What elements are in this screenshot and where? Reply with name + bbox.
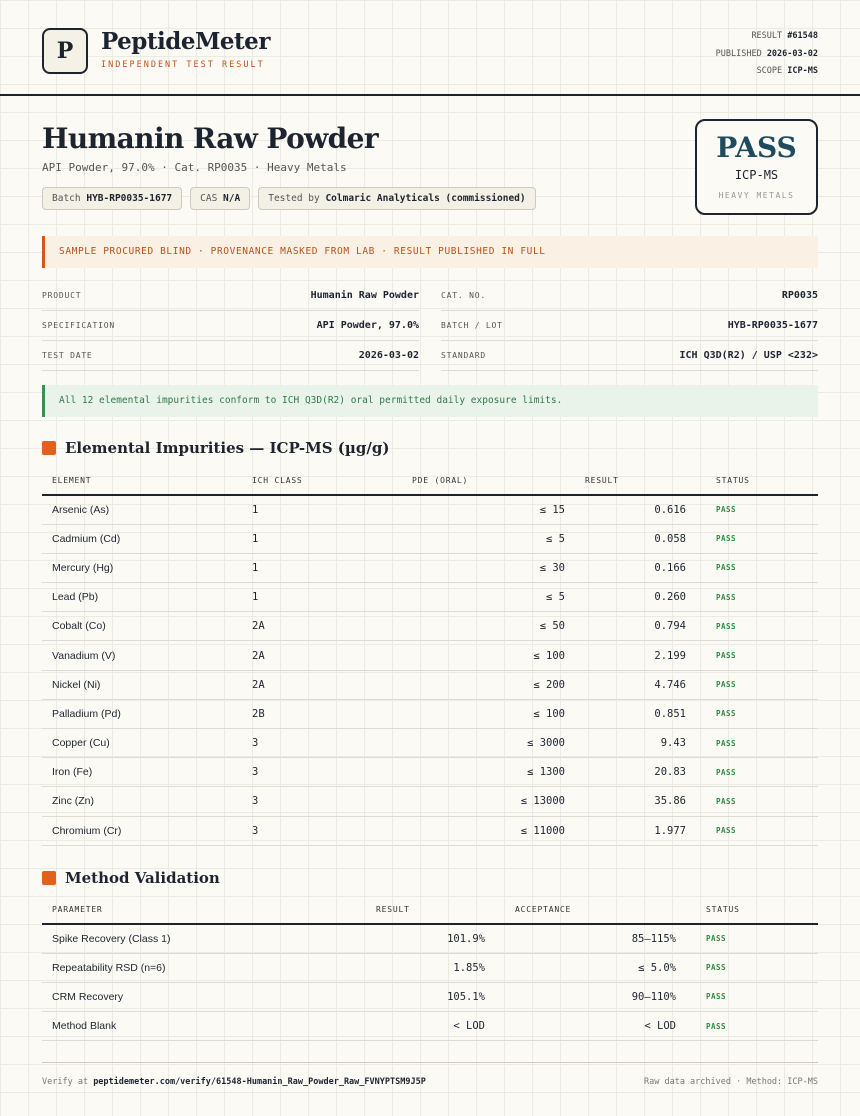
report-meta bbox=[716, 28, 818, 81]
table-cell: ≤ 15 bbox=[402, 495, 575, 524]
section-title: Elemental Impurities — ICP-MS (µg/g) bbox=[65, 439, 390, 457]
column-header: ELEMENT bbox=[42, 467, 242, 495]
table-cell: Cadmium (Cd) bbox=[42, 524, 242, 553]
info-row: PRODUCT Humanin Raw Powder bbox=[42, 281, 419, 311]
table-cell: 90–110% bbox=[495, 982, 686, 1011]
column-header: RESULT bbox=[352, 896, 495, 924]
table-cell: 101.9% bbox=[352, 924, 495, 953]
table-cell: < LOD bbox=[495, 1012, 686, 1041]
table-cell: 2A bbox=[242, 641, 402, 670]
blind-procurement-notice: SAMPLE PROCURED BLIND · PROVENANCE MASKED FROM LAB · RESULT PUBLISHED IN FULL bbox=[42, 236, 818, 268]
table-cell: 3 bbox=[242, 729, 402, 758]
stamp-result: PASS bbox=[716, 131, 797, 164]
table-cell: Nickel (Ni) bbox=[42, 670, 242, 699]
table-row bbox=[42, 583, 818, 612]
table-cell: 2.199 bbox=[575, 641, 696, 670]
status-badge: PASS bbox=[696, 583, 818, 612]
status-badge: PASS bbox=[696, 816, 818, 845]
impurities-table bbox=[42, 467, 818, 846]
section-title: Method Validation bbox=[65, 869, 220, 887]
table-row bbox=[42, 553, 818, 582]
info-row: TEST DATE 2026-03-02 bbox=[42, 341, 419, 371]
table-cell: 3 bbox=[242, 758, 402, 787]
status-badge: PASS bbox=[686, 953, 818, 982]
status-badge: PASS bbox=[696, 641, 818, 670]
batch-chip: Batch HYB-RP0035-1677 bbox=[42, 187, 182, 210]
table-row bbox=[42, 758, 818, 787]
table-cell: < LOD bbox=[352, 1012, 495, 1041]
table-cell: 105.1% bbox=[352, 982, 495, 1011]
pass-stamp bbox=[695, 119, 818, 215]
table-row bbox=[42, 524, 818, 553]
verify-line: Verify at peptidemeter.com/verify/61548-Humanin_Raw_Powder_Raw_FVNYPTSM9J5P bbox=[42, 1077, 426, 1087]
status-badge: PASS bbox=[696, 553, 818, 582]
table-cell: 0.260 bbox=[575, 583, 696, 612]
table-cell: ≤ 100 bbox=[402, 641, 575, 670]
status-badge: PASS bbox=[686, 924, 818, 953]
status-badge: PASS bbox=[696, 729, 818, 758]
table-cell: Palladium (Pd) bbox=[42, 699, 242, 728]
table-cell: Mercury (Hg) bbox=[42, 553, 242, 582]
table-row bbox=[42, 953, 818, 982]
brand-name: PeptideMeter bbox=[101, 28, 270, 55]
stamp-scope: HEAVY METALS bbox=[718, 191, 795, 200]
table-cell: ≤ 11000 bbox=[402, 816, 575, 845]
validation-table bbox=[42, 896, 818, 1041]
verify-link[interactable]: peptidemeter.com/verify/61548-Humanin_Raw_Powder_Raw_FVNYPTSM9J5P bbox=[93, 1077, 426, 1087]
table-cell: ≤ 200 bbox=[402, 670, 575, 699]
table-cell: ≤ 50 bbox=[402, 612, 575, 641]
table-cell: ≤ 5.0% bbox=[495, 953, 686, 982]
table-cell: Arsenic (As) bbox=[42, 495, 242, 524]
table-cell: Method Blank bbox=[42, 1012, 352, 1041]
table-cell: 2A bbox=[242, 612, 402, 641]
table-cell: Repeatability RSD (n=6) bbox=[42, 953, 352, 982]
table-cell: ≤ 30 bbox=[402, 553, 575, 582]
tested-by-chip: Tested by Colmaric Analyticals (commissioned) bbox=[258, 187, 535, 210]
column-header: RESULT bbox=[575, 467, 696, 495]
table-cell: 0.794 bbox=[575, 612, 696, 641]
status-badge: PASS bbox=[696, 787, 818, 816]
column-header: PARAMETER bbox=[42, 896, 352, 924]
report-footer bbox=[42, 1062, 818, 1087]
status-badge: PASS bbox=[696, 758, 818, 787]
column-header: ICH CLASS bbox=[242, 467, 402, 495]
info-row: CAT. NO. RP0035 bbox=[441, 281, 818, 311]
status-badge: PASS bbox=[696, 699, 818, 728]
status-badge: PASS bbox=[696, 612, 818, 641]
table-cell: 1.85% bbox=[352, 953, 495, 982]
table-row bbox=[42, 670, 818, 699]
page-subtitle: API Powder, 97.0% · Cat. RP0035 · Heavy Metals bbox=[42, 161, 347, 174]
table-cell: CRM Recovery bbox=[42, 982, 352, 1011]
status-badge: PASS bbox=[696, 495, 818, 524]
section-marker-icon bbox=[42, 871, 56, 885]
info-grid-left bbox=[42, 281, 419, 371]
column-header: PDE (ORAL) bbox=[402, 467, 575, 495]
table-row bbox=[42, 612, 818, 641]
table-cell: Cobalt (Co) bbox=[42, 612, 242, 641]
table-cell: Spike Recovery (Class 1) bbox=[42, 924, 352, 953]
info-row: STANDARD ICH Q3D(R2) / USP <232> bbox=[441, 341, 818, 371]
column-header: STATUS bbox=[696, 467, 818, 495]
validation-section-header bbox=[42, 869, 220, 887]
conformance-note: All 12 elemental impurities conform to ICH Q3D(R2) oral permitted daily exposure limits. bbox=[42, 385, 818, 417]
published-line: PUBLISHED 2026-03-02 bbox=[715, 48, 818, 59]
report-header bbox=[0, 0, 860, 96]
table-row bbox=[42, 982, 818, 1011]
column-header: ACCEPTANCE bbox=[495, 896, 686, 924]
status-badge: PASS bbox=[696, 524, 818, 553]
status-badge: PASS bbox=[686, 1012, 818, 1041]
table-cell: 0.166 bbox=[575, 553, 696, 582]
page-title: Humanin Raw Powder bbox=[42, 122, 379, 155]
brand-tagline: INDEPENDENT TEST RESULT bbox=[101, 60, 265, 70]
status-badge: PASS bbox=[696, 670, 818, 699]
table-cell: Chromium (Cr) bbox=[42, 816, 242, 845]
table-cell: ≤ 100 bbox=[402, 699, 575, 728]
status-badge: PASS bbox=[686, 982, 818, 1011]
table-row bbox=[42, 729, 818, 758]
column-header: STATUS bbox=[686, 896, 818, 924]
table-cell: 1 bbox=[242, 524, 402, 553]
table-cell: 0.851 bbox=[575, 699, 696, 728]
cas-chip: CAS N/A bbox=[190, 187, 250, 210]
table-cell: ≤ 1300 bbox=[402, 758, 575, 787]
table-row bbox=[42, 787, 818, 816]
table-cell: Iron (Fe) bbox=[42, 758, 242, 787]
table-header-row bbox=[42, 467, 818, 495]
table-cell: ≤ 5 bbox=[402, 583, 575, 612]
info-row: BATCH / LOT HYB-RP0035-1677 bbox=[441, 311, 818, 341]
table-cell: 1.977 bbox=[575, 816, 696, 845]
table-row bbox=[42, 495, 818, 524]
table-row bbox=[42, 1012, 818, 1041]
stamp-method: ICP-MS bbox=[734, 168, 779, 182]
table-cell: ≤ 3000 bbox=[402, 729, 575, 758]
table-cell: Copper (Cu) bbox=[42, 729, 242, 758]
table-cell: 3 bbox=[242, 816, 402, 845]
archive-note: Raw data archived · Method: ICP-MS bbox=[644, 1077, 818, 1087]
table-header-row bbox=[42, 896, 818, 924]
info-chips bbox=[42, 187, 536, 210]
result-id-line: RESULT #61548 bbox=[751, 31, 818, 41]
table-cell: 0.616 bbox=[575, 495, 696, 524]
table-cell: 1 bbox=[242, 553, 402, 582]
section-marker-icon bbox=[42, 441, 56, 455]
table-cell: Zinc (Zn) bbox=[42, 787, 242, 816]
table-cell: 85–115% bbox=[495, 924, 686, 953]
info-grid-right bbox=[441, 281, 818, 371]
table-cell: 0.058 bbox=[575, 524, 696, 553]
table-row bbox=[42, 816, 818, 845]
scope-line: SCOPE ICP-MS bbox=[756, 66, 818, 76]
table-row bbox=[42, 641, 818, 670]
table-cell: 1 bbox=[242, 495, 402, 524]
table-cell: 35.86 bbox=[575, 787, 696, 816]
table-cell: 4.746 bbox=[575, 670, 696, 699]
table-cell: 2B bbox=[242, 699, 402, 728]
table-row bbox=[42, 699, 818, 728]
impurities-section-header bbox=[42, 439, 389, 457]
table-cell: 2A bbox=[242, 670, 402, 699]
table-cell: Lead (Pb) bbox=[42, 583, 242, 612]
table-cell: 9.43 bbox=[575, 729, 696, 758]
table-cell: 1 bbox=[242, 583, 402, 612]
table-cell: 3 bbox=[242, 787, 402, 816]
table-cell: Vanadium (V) bbox=[42, 641, 242, 670]
table-cell: ≤ 13000 bbox=[402, 787, 575, 816]
info-row: SPECIFICATION API Powder, 97.0% bbox=[42, 311, 419, 341]
table-cell: 20.83 bbox=[575, 758, 696, 787]
table-row bbox=[42, 924, 818, 953]
table-cell: ≤ 5 bbox=[402, 524, 575, 553]
brand-logo: P bbox=[42, 28, 88, 74]
